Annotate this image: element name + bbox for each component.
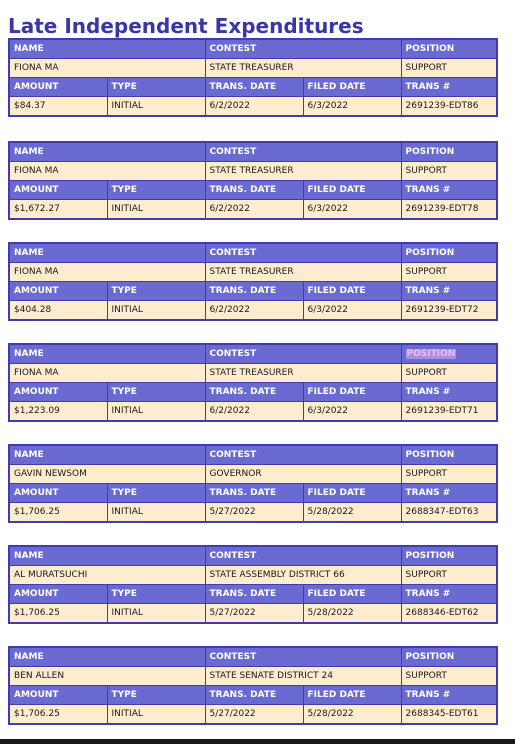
contest-header: CONTEST [205,344,401,364]
type-header: TYPE [107,686,205,705]
filed-date-value: 6/3/2022 [303,301,401,321]
expenditure-record [8,545,498,624]
name-header: NAME [9,39,205,59]
type-header: TYPE [107,585,205,604]
type-header: TYPE [107,282,205,301]
trans-number-header: TRANS # [401,181,497,200]
expenditure-record [8,444,498,523]
position-header: POSITION [401,142,497,162]
trans-date-value: 6/2/2022 [205,402,303,422]
name-header: NAME [9,546,205,566]
window-bottom-edge [0,739,515,744]
type-value: INITIAL [107,301,205,321]
trans-number-value: 2691239-EDT78 [401,200,497,220]
name-value: BEN ALLEN [9,667,205,686]
trans-date-value: 5/27/2022 [205,705,303,725]
trans-date-value: 5/27/2022 [205,503,303,523]
filed-date-header: FILED DATE [303,78,401,97]
trans-number-value: 2691239-EDT71 [401,402,497,422]
amount-header: AMOUNT [9,282,107,301]
trans-number-header: TRANS # [401,484,497,503]
type-header: TYPE [107,383,205,402]
name-value: AL MURATSUCHI [9,566,205,585]
trans-number-header: TRANS # [401,686,497,705]
type-value: INITIAL [107,402,205,422]
position-value: SUPPORT [401,667,497,686]
filed-date-value: 6/3/2022 [303,97,401,117]
type-header: TYPE [107,78,205,97]
name-value: FIONA MA [9,263,205,282]
name-value: FIONA MA [9,59,205,78]
trans-number-value: 2691239-EDT72 [401,301,497,321]
trans-date-header: TRANS. DATE [205,383,303,402]
trans-number-header: TRANS # [401,383,497,402]
position-header: POSITION [401,647,497,667]
amount-header: AMOUNT [9,585,107,604]
type-value: INITIAL [107,200,205,220]
position-header: POSITION [401,39,497,59]
type-value: INITIAL [107,604,205,624]
position-value: SUPPORT [401,465,497,484]
type-header: TYPE [107,484,205,503]
type-header: TYPE [107,181,205,200]
type-value: INITIAL [107,503,205,523]
contest-value: STATE ASSEMBLY DISTRICT 66 [205,566,401,585]
contest-header: CONTEST [205,39,401,59]
contest-value: STATE TREASURER [205,59,401,78]
name-value: FIONA MA [9,364,205,383]
amount-header: AMOUNT [9,181,107,200]
contest-value: STATE TREASURER [205,364,401,383]
trans-date-header: TRANS. DATE [205,282,303,301]
amount-value: $404.28 [9,301,107,321]
trans-number-value: 2688345-EDT61 [401,705,497,725]
contest-value: STATE TREASURER [205,263,401,282]
trans-date-value: 6/2/2022 [205,97,303,117]
expenditure-record [8,242,498,321]
contest-header: CONTEST [205,546,401,566]
amount-value: $1,706.25 [9,503,107,523]
trans-date-header: TRANS. DATE [205,686,303,705]
name-value: GAVIN NEWSOM [9,465,205,484]
contest-value: GOVERNOR [205,465,401,484]
position-value: SUPPORT [401,162,497,181]
filed-date-header: FILED DATE [303,282,401,301]
filed-date-header: FILED DATE [303,686,401,705]
position-header: POSITION [401,546,497,566]
position-value: SUPPORT [401,59,497,78]
position-header [401,344,497,364]
trans-date-header: TRANS. DATE [205,78,303,97]
trans-number-header: TRANS # [401,78,497,97]
name-header: NAME [9,142,205,162]
type-value: INITIAL [107,97,205,117]
name-value: FIONA MA [9,162,205,181]
trans-date-header: TRANS. DATE [205,484,303,503]
position-value: SUPPORT [401,566,497,585]
contest-header: CONTEST [205,445,401,465]
filed-date-value: 5/28/2022 [303,503,401,523]
type-value: INITIAL [107,705,205,725]
position-header: POSITION [401,445,497,465]
amount-value: $1,223.09 [9,402,107,422]
amount-value: $84.37 [9,97,107,117]
expenditure-record [8,343,498,422]
filed-date-header: FILED DATE [303,484,401,503]
filed-date-value: 6/3/2022 [303,402,401,422]
filed-date-header: FILED DATE [303,585,401,604]
contest-value: STATE SENATE DISTRICT 24 [205,667,401,686]
trans-date-value: 5/27/2022 [205,604,303,624]
filed-date-value: 5/28/2022 [303,705,401,725]
contest-header: CONTEST [205,243,401,263]
trans-date-header: TRANS. DATE [205,181,303,200]
trans-number-header: TRANS # [401,585,497,604]
amount-value: $1,672.27 [9,200,107,220]
amount-header: AMOUNT [9,383,107,402]
position-value: SUPPORT [401,263,497,282]
amount-header: AMOUNT [9,686,107,705]
filed-date-header: FILED DATE [303,181,401,200]
contest-header: CONTEST [205,142,401,162]
trans-number-header: TRANS # [401,282,497,301]
page-title: Late Independent Expenditures [8,14,364,38]
trans-date-header: TRANS. DATE [205,585,303,604]
contest-value: STATE TREASURER [205,162,401,181]
highlighted-text: POSITION [406,349,456,359]
filed-date-header: FILED DATE [303,383,401,402]
name-header: NAME [9,243,205,263]
amount-header: AMOUNT [9,78,107,97]
trans-date-value: 6/2/2022 [205,301,303,321]
expenditure-record [8,646,498,725]
name-header: NAME [9,647,205,667]
position-header: POSITION [401,243,497,263]
trans-date-value: 6/2/2022 [205,200,303,220]
amount-header: AMOUNT [9,484,107,503]
trans-number-value: 2688346-EDT62 [401,604,497,624]
amount-value: $1,706.25 [9,604,107,624]
trans-number-value: 2688347-EDT63 [401,503,497,523]
filed-date-value: 5/28/2022 [303,604,401,624]
position-value: SUPPORT [401,364,497,383]
expenditure-record [8,141,498,220]
trans-number-value: 2691239-EDT86 [401,97,497,117]
contest-header: CONTEST [205,647,401,667]
filed-date-value: 6/3/2022 [303,200,401,220]
name-header: NAME [9,445,205,465]
expenditure-record [8,38,498,117]
name-header: NAME [9,344,205,364]
amount-value: $1,706.25 [9,705,107,725]
